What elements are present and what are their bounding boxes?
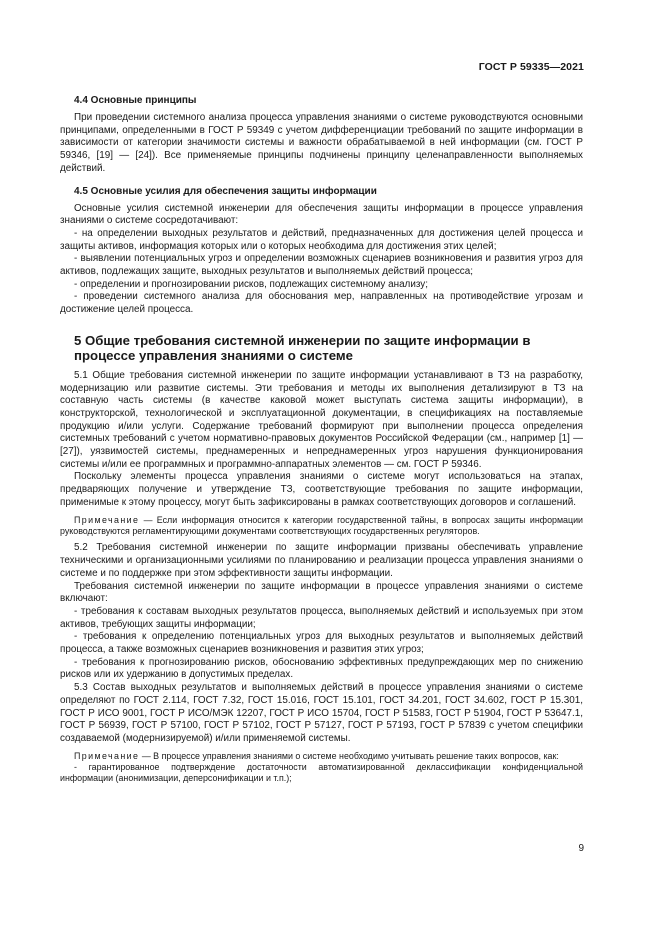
- section-5-2-item: - требования к определению потенциальных угроз для выходных результатов и выполняемых действий процесса, а также возможных сценариев возникновения и развития этих угроз;: [60, 631, 583, 656]
- section-5-heading: 5 Общие требования системной инженерии по защите информации в процессе управления знаниями о системе: [74, 332, 531, 364]
- note-2-text: — В процессе управления знаниями о системе необходимо учитывать решение таких вопросов, как:: [139, 750, 559, 761]
- section-4-5-item: - проведении системного анализа для обоснования мер, направленных на противодействие угрозам и достижение целей процесса.: [60, 291, 583, 316]
- note-1-text: — Если информация относится к категории государственной тайны, в вопросах защиты информации руководствуются регламентирующими документами соответствующих государственных регуляторов.: [60, 514, 583, 536]
- section-4-4-paragraph: При проведении системного анализа процесса управления знаниями о системе руководствуются основными принципами, определенными в ГОСТ Р 59349 с учетом дифференциации требований по защите информации в зависимости от категории значимости системы и важности обрабатываемой в ней информации (см. ГОСТ Р 59346, [19] — [24]). Все применяемые принципы подчинены принципу целенаправленности выполняемых действий.: [60, 112, 583, 174]
- section-4-5-intro: Основные усилия системной инженерии для обеспечения защиты информации в процессе управления знаниями о системе сосредотачивают:: [60, 202, 583, 227]
- note-1-label: Примечание: [74, 514, 140, 525]
- section-5-2-item: - требования к прогнозированию рисков, обоснованию эффективных предупреждающих мер по снижению рисков или их удержанию в допустимых пределах.: [60, 656, 583, 681]
- note-2-item: - гарантированное подтверждение достаточности автоматизированной деклассификации конфиденциальной информации (анонимизации, деперсонификации и т.п.);: [60, 762, 583, 784]
- note-2-label: Примечание: [74, 750, 140, 761]
- section-5-2-paragraph: 5.2 Требования системной инженерии по защите информации призваны обеспечивать управление техническими и организационными усилиями по планированию и реализации процесса управления знаниями о системе и по поддержке при этом эффективности защиты информации.: [60, 542, 583, 579]
- section-4-5-item: - выявлении потенциальных угроз и определении возможных сценариев возникновения и развития угроз для активов, подлежащих защите, выходных результатов и выполняемых действий процесса;: [60, 253, 583, 278]
- section-5-1-paragraph: 5.1 Общие требования системной инженерии по защите информации устанавливают в ТЗ на разработку, модернизацию или развитие системы. Эти требования и методы их выполнения детализируют в ТЗ на составную часть системы (в качестве каковой может выступать система защиты информации), в конструкторской, технологической и эксплуатационной документации, в спецификациях на поставляемые продукцию и/или услуги. Содержание требований формируют при выполнении процесса определения системных требований с учетом нормативно-правовых документов Российской Федерации (см., например [1] — [27]), уязвимостей системы, преднамеренных и непреднамеренных угроз нарушения функционирования системы и/или ее программных и программно-аппаратных элементов — см. ГОСТ Р 59346.: [60, 369, 583, 470]
- page-number: 9: [578, 843, 584, 854]
- section-4-5-heading: 4.5 Основные усилия для обеспечения защиты информации: [74, 185, 377, 197]
- note-2: [60, 751, 583, 762]
- section-4-4-heading: 4.4 Основные принципы: [74, 95, 197, 106]
- page-content: [60, 94, 583, 785]
- section-5-3-paragraph: 5.3 Состав выходных результатов и выполняемых действий в процессе управления знаниями о системе определяют по ГОСТ 2.114, ГОСТ 7.32, ГОСТ 15.016, ГОСТ 15.101, ГОСТ 34.201, ГОСТ 34.602, ГОСТ Р 15.301, ГОСТ Р ИСО 9001, ГОСТ Р ИСО/МЭК 12207, ГОСТ Р ИСО 15704, ГОСТ Р 51583, ГОСТ Р 51904, ГОСТ Р 53647.1, ГОСТ Р 56939, ГОСТ Р 57100, ГОСТ Р 57102, ГОСТ Р 57127, ГОСТ Р 57193, ГОСТ Р 57839 с учетом специфики создаваемой (модернизируемой) и/или применяемой системы.: [60, 682, 583, 744]
- section-4-5-item: - на определении выходных результатов и действий, предназначенных для достижения целей процесса и защиты активов, информация которых или о которых необходима для достижения этих целей;: [60, 227, 583, 252]
- standard-header: ГОСТ Р 59335—2021: [478, 61, 584, 73]
- section-5-1-paragraph-continued: Поскольку элементы процесса управления знаниями о системе могут использоваться на этапах, предваряющих получение и утверждение ТЗ, соответствующие требования по защите информации, применимые к этому процессу, могут быть зафиксированы в рамках соответствующих договоров и соглашений.: [60, 471, 583, 508]
- note-1: [60, 515, 583, 538]
- section-4-5-item: - определении и прогнозировании рисков, подлежащих системному анализу;: [74, 278, 428, 290]
- section-5-2-intro: Требования системной инженерии по защите информации в процессе управления знаниями о системе включают:: [60, 580, 583, 605]
- section-5-2-item: - требования к составам выходных результатов процесса, выполняемых действий и используемых при этом активов, требующих защиты информации;: [60, 605, 583, 630]
